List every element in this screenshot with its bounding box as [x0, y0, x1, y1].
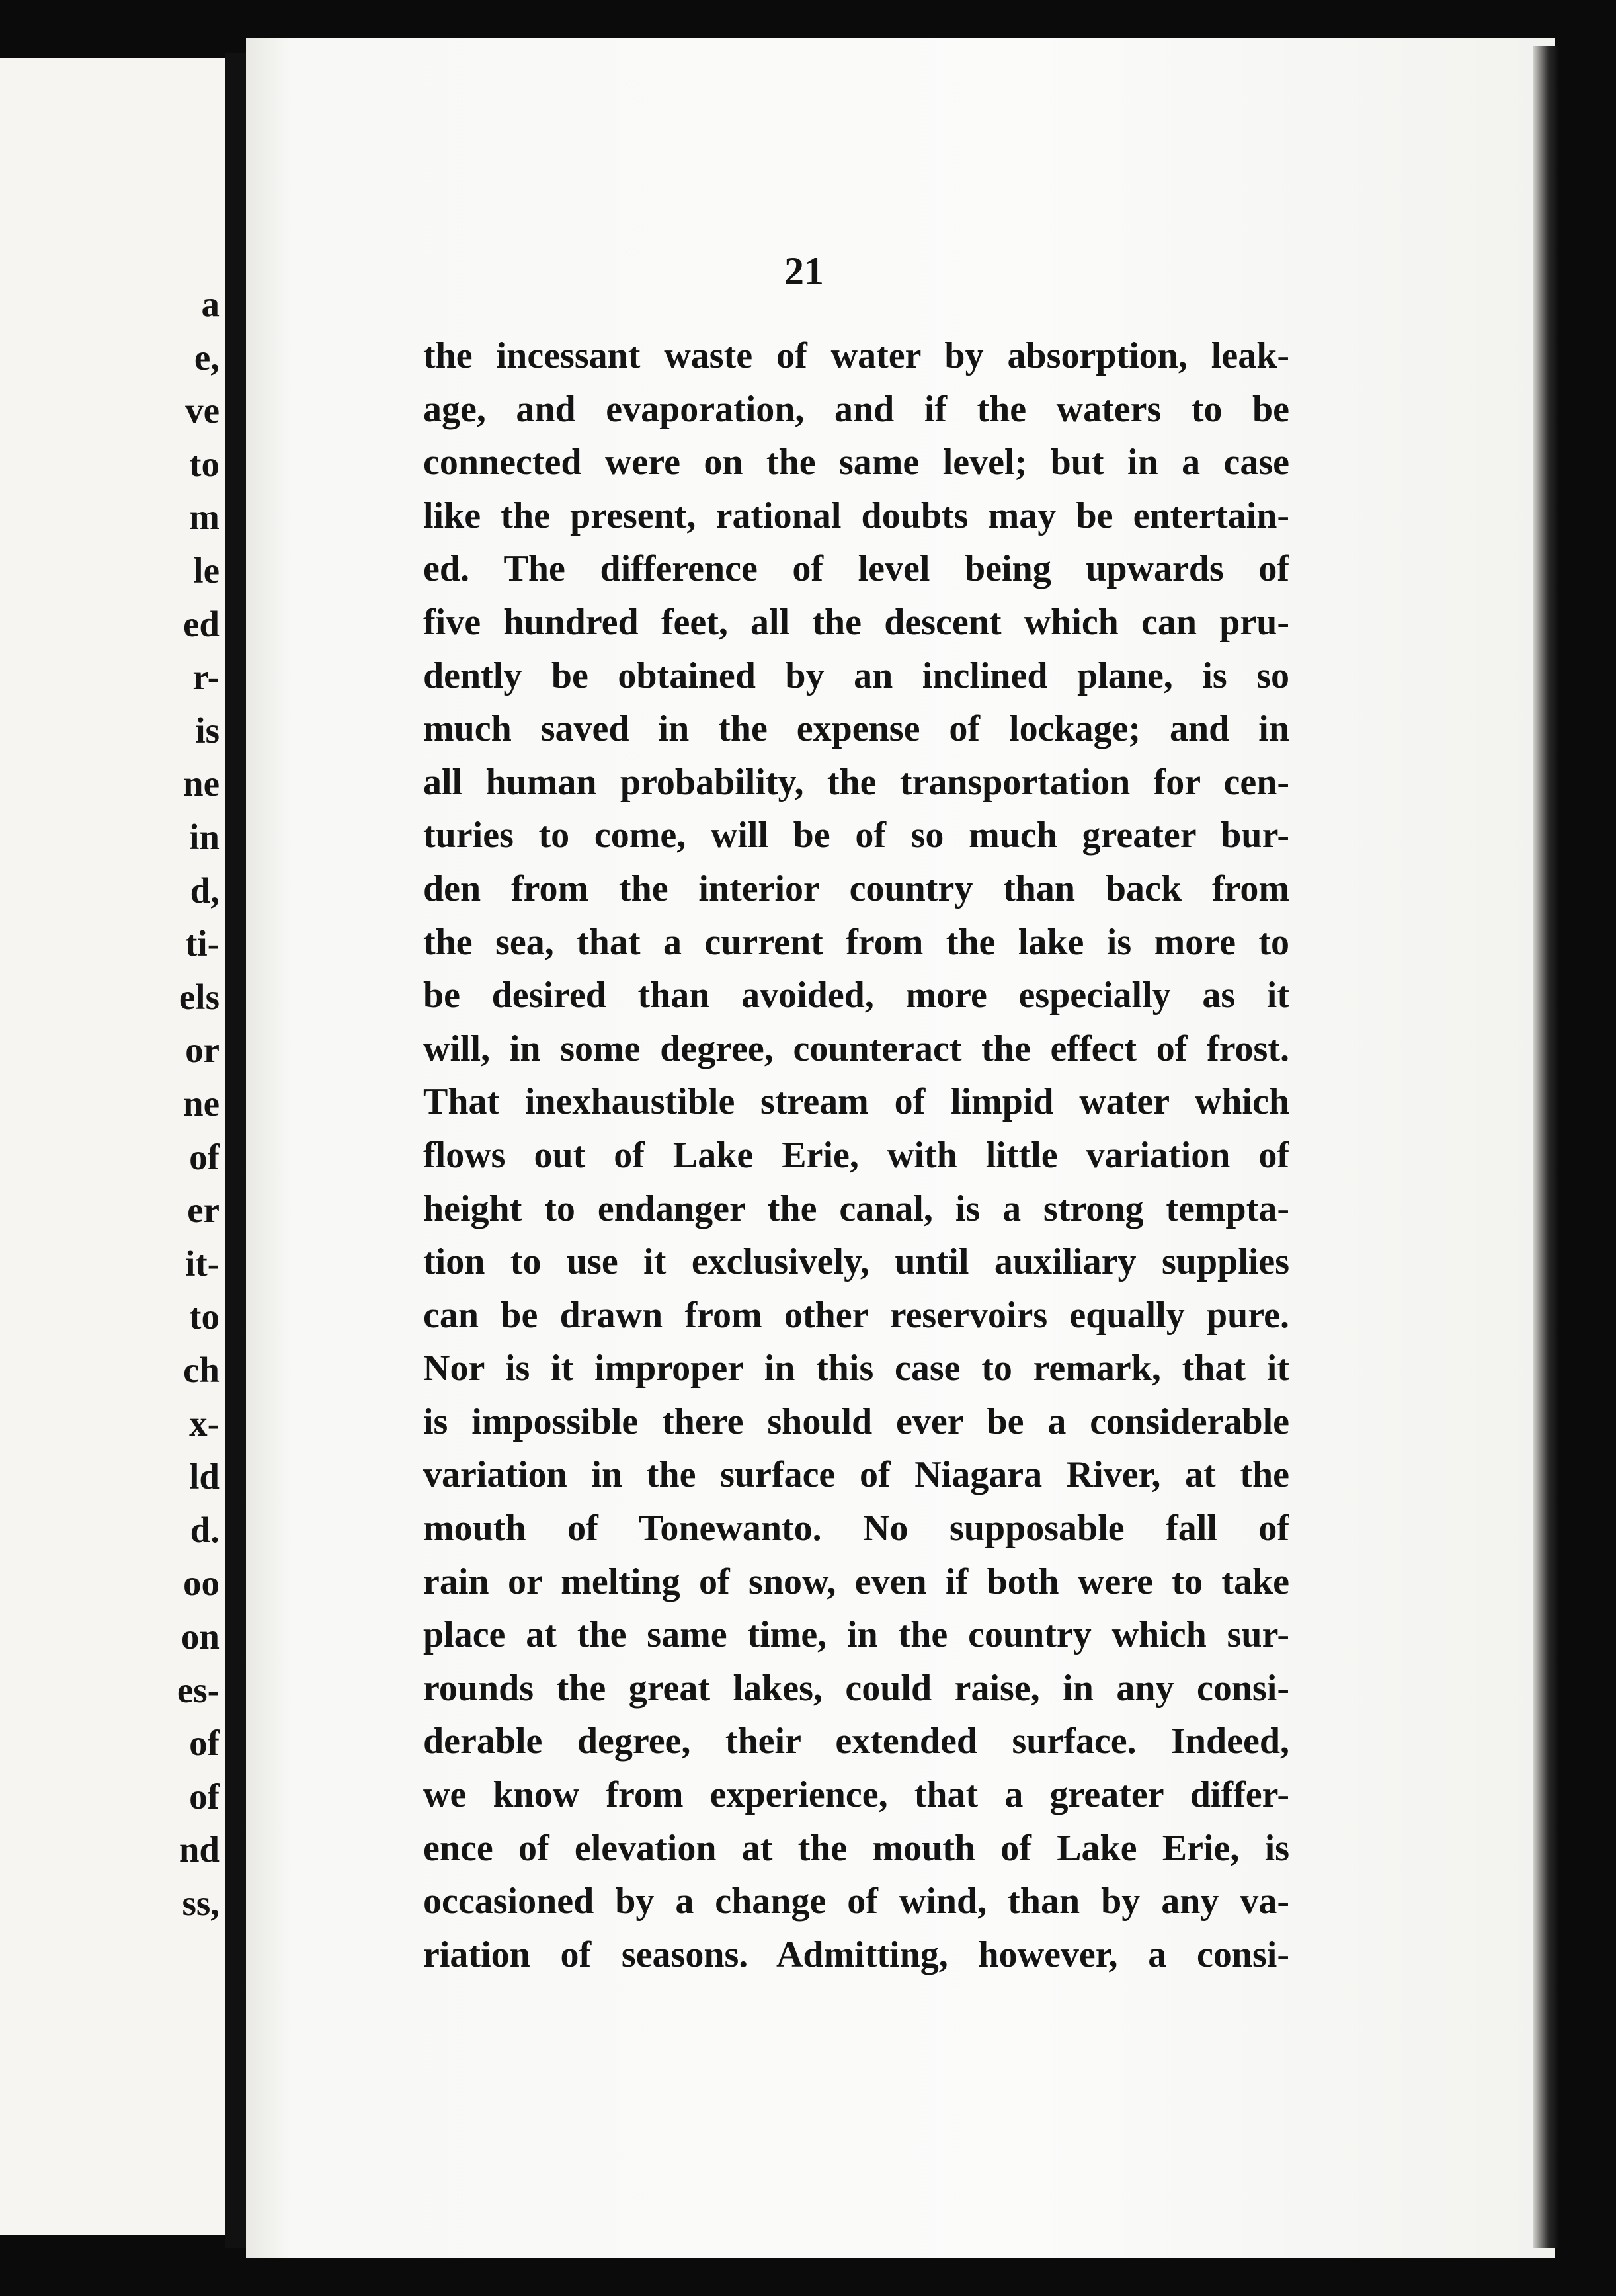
previous-page-fragment: ne [183, 763, 220, 804]
page-edge-shadow [1533, 46, 1559, 2248]
previous-page-fragment: it- [185, 1243, 220, 1284]
previous-page-fragment: nd [179, 1829, 220, 1870]
text-line: be desired than avoided, more especially as it [423, 975, 1289, 1016]
previous-page-fragment: ld [189, 1456, 220, 1497]
text-line: ence of elevation at the mouth of Lake Erie, is [423, 1827, 1289, 1869]
text-line: dently be obtained by an inclined plane, is so [423, 655, 1289, 696]
previous-page-fragment: oo [183, 1563, 220, 1604]
text-line: ed. The difference of level being upwards of [423, 548, 1289, 590]
previous-page-fragment: to [189, 443, 220, 484]
text-line: occasioned by a change of wind, than by any va- [423, 1881, 1289, 1922]
previous-page-fragment: or [185, 1030, 220, 1071]
previous-page-fragment: d, [190, 870, 220, 911]
text-line: much saved in the expense of lockage; and in [423, 708, 1289, 750]
previous-page-fragment: of [189, 1136, 220, 1177]
previous-page-fragment: of [189, 1723, 220, 1764]
previous-page-edge [0, 58, 237, 2235]
text-line: Nor is it improper in this case to remark, that it [423, 1348, 1289, 1389]
previous-page-fragment: on [181, 1616, 220, 1657]
previous-page-fragment: e, [194, 337, 220, 378]
previous-page-fragment: le [193, 550, 220, 591]
text-line: turies to come, will be of so much greater bur- [423, 815, 1289, 856]
previous-page-fragment: of [189, 1776, 220, 1817]
previous-page-fragment: ed [183, 603, 220, 644]
text-line: rain or melting of snow, even if both were to take [423, 1561, 1289, 1602]
text-line: mouth of Tonewanto. No supposable fall of [423, 1508, 1289, 1549]
previous-page-fragment: in [189, 817, 220, 857]
text-line: age, and evaporation, and if the waters to be [423, 388, 1289, 430]
text-line: can be drawn from other reservoirs equally pure. [423, 1294, 1289, 1336]
text-line: flows out of Lake Erie, with little variation of [423, 1134, 1289, 1176]
text-line: five hundred feet, all the descent which can pru- [423, 601, 1289, 643]
text-line: like the present, rational doubts may be entertain- [423, 495, 1289, 536]
previous-page-fragment: ss, [182, 1883, 220, 1923]
text-line: derable degree, their extended surface. Indeed, [423, 1721, 1289, 1762]
text-line: the sea, that a current from the lake is more to [423, 921, 1289, 963]
text-line: den from the interior country than back from [423, 868, 1289, 909]
text-line: rounds the great lakes, could raise, in any consi- [423, 1667, 1289, 1709]
previous-page-fragment: r- [192, 657, 220, 698]
text-line: we know from experience, that a greater differ- [423, 1774, 1289, 1816]
previous-page-fragment: a [201, 284, 220, 324]
previous-page-fragment: m [189, 497, 220, 538]
page-number: 21 [784, 249, 824, 293]
previous-page-fragment: ne [183, 1083, 220, 1124]
previous-page-fragment: ve [185, 390, 220, 431]
previous-page-fragment: er [187, 1190, 220, 1231]
previous-page-fragment: is [195, 710, 220, 751]
previous-page-fragment: d. [190, 1509, 220, 1550]
text-line: That inexhaustible stream of limpid water which [423, 1081, 1289, 1123]
previous-page-fragment: es- [177, 1669, 220, 1710]
text-line: tion to use it exclusively, until auxiliary supplies [423, 1241, 1289, 1283]
text-line: height to endanger the canal, is a strong tempta- [423, 1188, 1289, 1229]
text-line: connected were on the same level; but in a case [423, 442, 1289, 483]
text-line: will, in some degree, counteract the effect of frost. [423, 1028, 1289, 1069]
previous-page-fragment: ti- [185, 923, 220, 964]
previous-page-fragment: ch [183, 1350, 220, 1390]
previous-page-fragment: to [189, 1296, 220, 1337]
text-line: is impossible there should ever be a considerable [423, 1401, 1289, 1442]
body-text [423, 329, 1289, 1981]
text-line: place at the same time, in the country which sur- [423, 1614, 1289, 1656]
text-line: riation of seasons. Admitting, however, a consi- [423, 1934, 1289, 1975]
previous-page-fragment: els [179, 976, 220, 1017]
text-line: all human probability, the transportation for cen- [423, 761, 1289, 803]
text-line: the incessant waste of water by absorption, leak- [423, 335, 1289, 376]
text-line: variation in the surface of Niagara River, at the [423, 1454, 1289, 1496]
previous-page-fragment: x- [189, 1403, 220, 1444]
